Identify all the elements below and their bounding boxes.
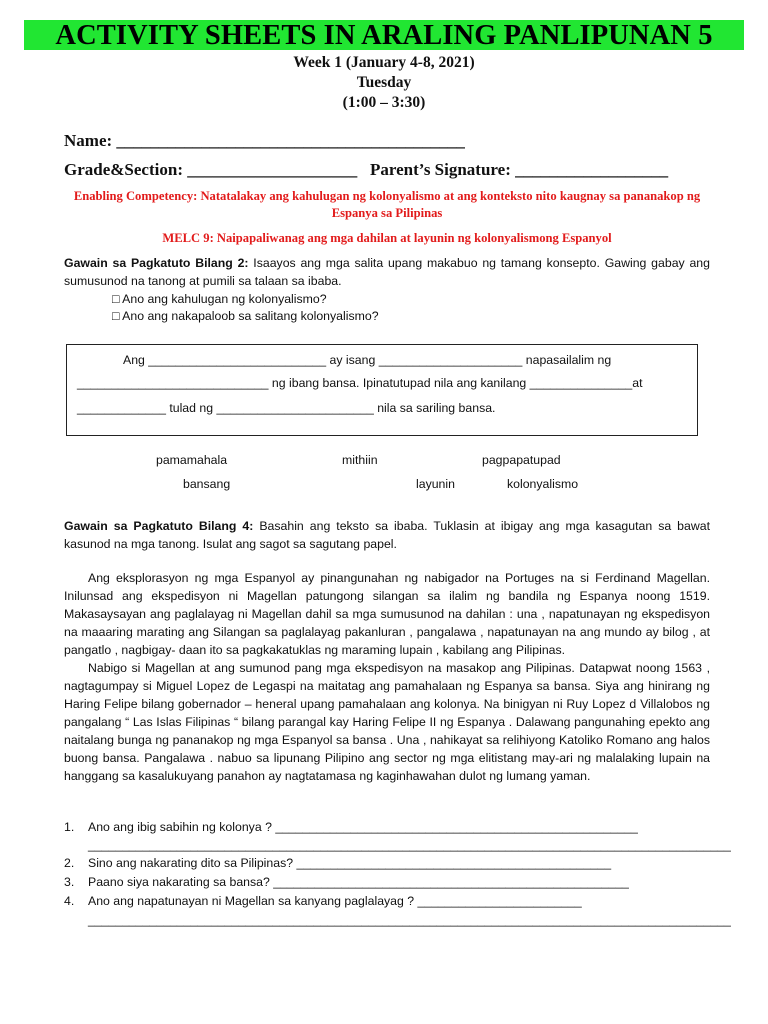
word-bank-item: kolonyalismo <box>507 477 579 491</box>
word-bank-item: pagpapatupad <box>482 453 561 467</box>
word-bank-item: bansang <box>183 477 231 491</box>
enabling-competency: Enabling Competency: Natatalakay ang kahulugan ng kolonyalismo at ang konteksto nito kaugnay sa pananakop ng Espanya sa Pilipinas <box>73 189 701 220</box>
word-bank-item: layunin <box>416 477 455 491</box>
box-line[interactable]: ____________________________ ng ibang bansa. Ipinatutupad nila ang kanilang _______________at <box>77 376 643 390</box>
word-bank-item: mithiin <box>342 453 378 467</box>
time-label: (1:00 – 3:30) <box>342 94 426 111</box>
question-number: 3. <box>64 875 75 889</box>
day-label: Tuesday <box>356 74 412 91</box>
question-text[interactable]: Paano siya nakarating sa bansa? ____________________________________________________ <box>88 875 629 889</box>
fill-in-box <box>66 344 698 436</box>
answer-line[interactable]: ______________________________________________________________________________________________ <box>88 838 731 852</box>
grade-section-field[interactable]: Grade&Section: ____________________ <box>64 160 358 179</box>
checkbox-icon: □ <box>112 309 120 323</box>
question-text[interactable]: Sino ang nakarating dito sa Pilipinas? ______________________________________________ <box>88 856 612 870</box>
guide-question-1: □ Ano ang kahulugan ng kolonyalismo? <box>112 292 327 306</box>
gawain-4-title: Gawain sa Pagkatuto Bilang 4: <box>64 519 254 533</box>
week-label: Week 1 (January 4-8, 2021) <box>293 54 475 71</box>
reading-paragraph-2: Nabigo si Magellan at ang sumunod pang mga ekspedisyon na masakop ang Pilipinas. Datapwat noong 1563 , nagtagumpay si Miguel Lopez de Legaspi na maitatag ang pamahalaan ng Espanya sa bansa. Siya ang hinirang ng Haring Felipe bilang gobernador – heneral upang pamahalaan ang kolonya. Na binigyan ni Ruy Lopez d Villalobos ng pangalang “ Las Islas Filipinas “ bilang parangal kay Haring Felipe II ng Espanya . Dalawang pangunahing epekto ang naitalang bunga ng pananakop ng mga Espanyol sa bansa . Una , nahikayat sa relihiyong Katoliko Romano ang halos buong bansa. Pangalawa . nabuo sa lipunang Pilipino ang sector ng mga elitistang may-ari ng malalaking lupain na hanggang sa kasalukuyang panahon ay nagtatamasa ng kaginhawahan dulot ng lumang yaman. <box>64 661 710 783</box>
word-bank-item: pamamahala <box>156 453 228 467</box>
question-number: 1. <box>64 820 75 834</box>
guide-question-2: □ Ano ang nakapaloob sa salitang kolonyalismo? <box>112 309 379 323</box>
question-text[interactable]: Ano ang ibig sabihin ng kolonya ? _____________________________________________________ <box>88 820 638 834</box>
answer-line[interactable]: ______________________________________________________________________________________________ <box>88 913 731 927</box>
name-field[interactable]: Name: _________________________________________ <box>64 131 465 150</box>
checkbox-icon: □ <box>112 292 120 306</box>
parent-signature-field[interactable]: Parent’s Signature: __________________ <box>370 160 669 179</box>
gawain-4-instruction-text: Basahin ang teksto sa ibaba. Tuklasin at ibigay ang mga kasagutan sa bawat kasunod na mga tanong. Isulat ang sagot sa sagutang papel. <box>64 519 710 551</box>
gawain-2-instructions <box>64 254 710 290</box>
gawain-2-title: Gawain sa Pagkatuto Bilang 2: <box>64 256 249 270</box>
box-line[interactable]: Ang __________________________ ay isang _____________________ napasailalim ng <box>123 353 612 367</box>
gawain-2-instruction-text: Isaayos ang mga salita upang makabuo ng tamang konsepto. Gawing gabay ang sumusunod na tanong at pumili sa talaan sa ibaba. <box>64 256 710 288</box>
reading-paragraph-1: Ang eksplorasyon ng mga Espanyol ay pinangunahan ng nabigador na Portuges na si Ferdinand Magellan. Inilunsad ang ekspedisyon ni Magellan patungong silangan sa ilalim ng bandila ng Espanya noong 1519. Makasaysayan ang paglalayag ni Magellan dahil sa mga sumusunod na dahilan : una , napatunayan ng ekspedisyon na maaaring marating ang Silangan sa paglalayag pakanluran , pangalawa , napatunayan na ang mundo ay bilog , at pangatlo , nagbigay- daan ito sa pagkakatuklas ng maraming lupain , kabilang ang Pilipinas. <box>64 571 710 657</box>
worksheet-title-banner: ACTIVITY SHEETS IN ARALING PANLIPUNAN 5 <box>24 20 744 50</box>
question-number: 2. <box>64 856 75 870</box>
box-line[interactable]: _____________ tulad ng _______________________ nila sa sariling bansa. <box>77 401 496 415</box>
melc-statement: MELC 9: Naipapaliwanag ang mga dahilan at layunin ng kolonyalismong Espanyol <box>162 231 612 245</box>
question-number: 4. <box>64 894 75 908</box>
question-text[interactable]: Ano ang napatunayan ni Magellan sa kanyang paglalayag ? ________________________ <box>88 894 582 908</box>
gawain-4-instructions <box>64 517 710 553</box>
